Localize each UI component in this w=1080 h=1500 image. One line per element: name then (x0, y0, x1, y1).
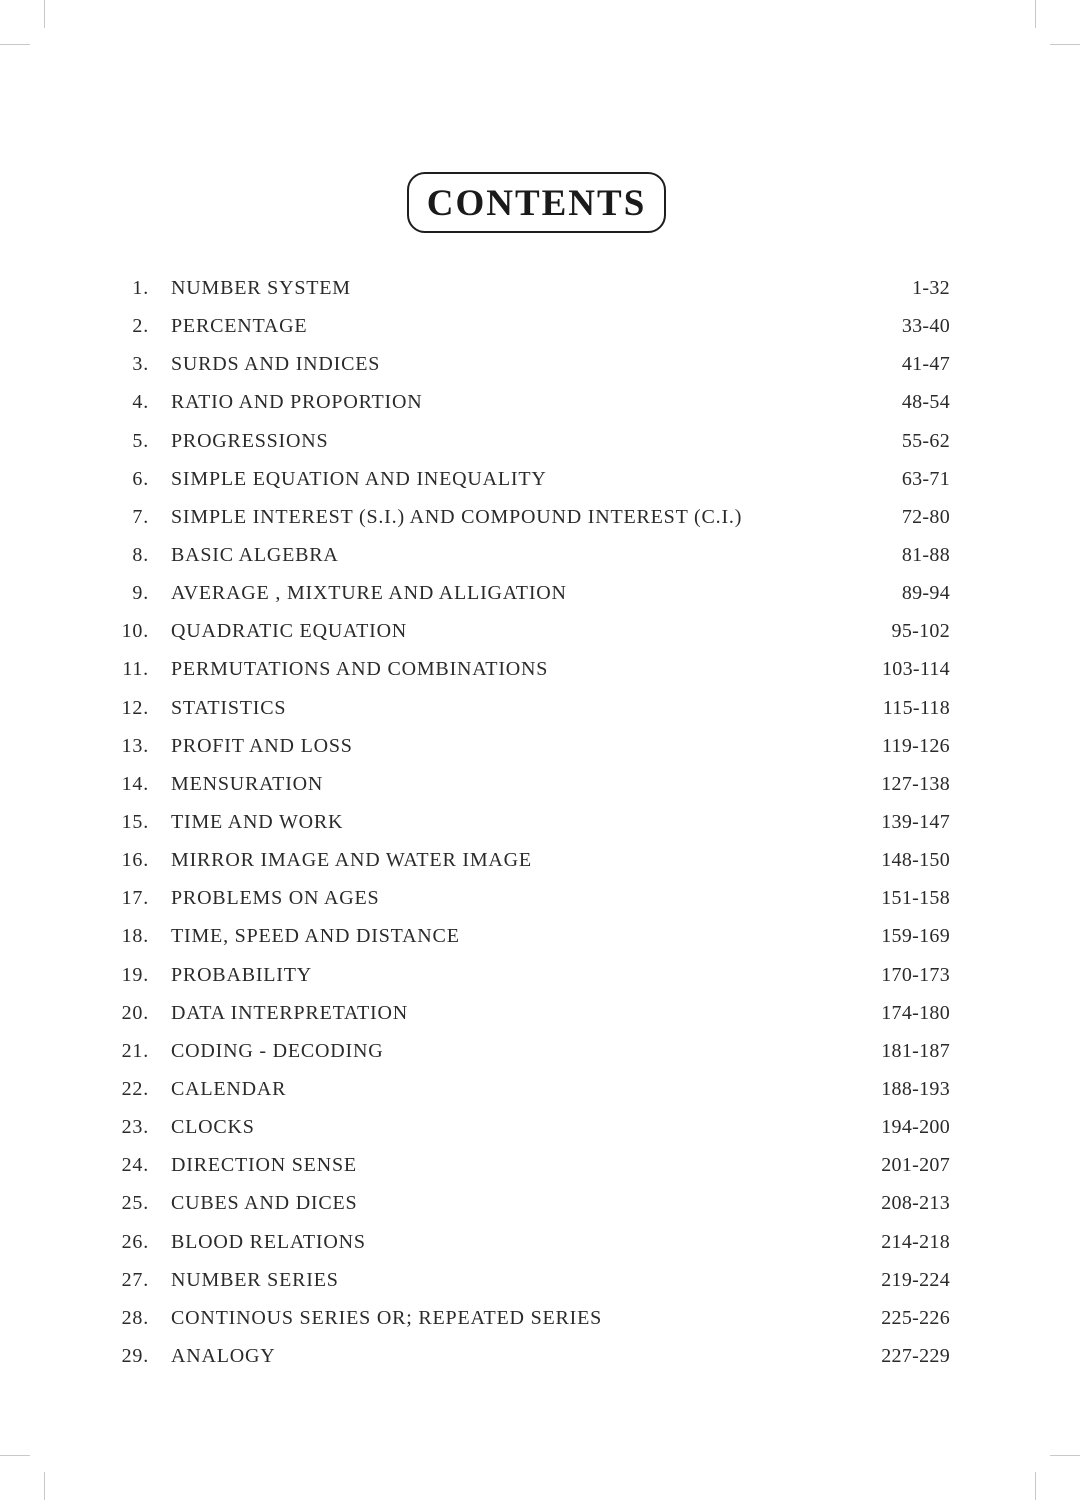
toc-entry-pages: 159-169 (881, 925, 950, 948)
toc-entry-pages: 148-150 (881, 849, 950, 872)
toc-entry-pages: 188-193 (881, 1077, 950, 1100)
toc-entry-title: TIME AND WORK (171, 810, 344, 833)
toc-entry-number: 3. (132, 353, 149, 376)
toc-entry-pages: 103-114 (881, 658, 950, 681)
toc-entry-title: ANALOGY (171, 1344, 276, 1367)
toc-entry-title: MIRROR IMAGE AND WATER IMAGE (171, 849, 532, 872)
crop-mark-top-right-horizontal (1050, 44, 1080, 45)
crop-mark-top-left-horizontal (0, 44, 30, 45)
toc-entry (0, 269, 1080, 307)
toc-entry-title: SIMPLE INTEREST (S.I.) AND COMPOUND INTEREST (C.I.) (171, 505, 743, 528)
toc-entry (0, 498, 1080, 536)
toc-entry-title: NUMBER SYSTEM (171, 277, 351, 299)
toc-entry-title: TIME, SPEED AND DISTANCE (171, 925, 460, 948)
toc-entry-number: 15. (121, 810, 149, 833)
toc-entry-number: 13. (121, 734, 149, 757)
crop-mark-bottom-right-horizontal (1050, 1455, 1080, 1456)
toc-entry-title: SURDS AND INDICES (171, 353, 381, 376)
toc-entry-pages: 225-226 (881, 1306, 950, 1329)
toc-entry-number: 18. (121, 925, 149, 948)
crop-mark-bottom-left-horizontal (0, 1455, 30, 1456)
toc-entry (0, 727, 1080, 765)
toc-entry-number: 26. (121, 1230, 149, 1253)
toc-entry (0, 574, 1080, 612)
contents-heading-box (407, 172, 666, 233)
crop-mark-top-right-vertical (1035, 0, 1036, 28)
toc-entry-number: 16. (121, 849, 149, 872)
toc-entry-number: 20. (121, 1001, 149, 1024)
toc-entry-number: 29. (121, 1344, 149, 1367)
toc-entry-pages: 55-62 (901, 429, 950, 452)
toc-entry-pages: 63-71 (901, 467, 950, 490)
toc-entry-pages: 72-80 (901, 505, 950, 528)
toc-entry-number: 5. (132, 429, 149, 452)
toc-entry (0, 650, 1080, 688)
toc-entry (0, 803, 1080, 841)
toc-entry-title: CUBES AND DICES (171, 1192, 358, 1215)
toc-entry-number: 11. (122, 658, 149, 681)
toc-entry-number: 21. (121, 1039, 149, 1062)
toc-entry (0, 1299, 1080, 1337)
toc-entry-pages: 115-118 (882, 696, 950, 719)
toc-entry-title: STATISTICS (171, 696, 287, 719)
toc-entry-pages: 33-40 (901, 315, 950, 338)
toc-entry-title: DIRECTION SENSE (171, 1154, 357, 1177)
toc-entry-pages: 201-207 (881, 1154, 950, 1177)
toc-entry-pages: 95-102 (891, 620, 950, 643)
toc-entry (0, 1261, 1080, 1299)
toc-entry-title: CONTINOUS SERIES OR; REPEATED SERIES (171, 1306, 603, 1329)
toc-entry-pages: 89-94 (901, 582, 950, 605)
toc-entry-title: PROGRESSIONS (171, 429, 329, 452)
toc-entry-number: 14. (121, 772, 149, 795)
toc-entry-title: DATA INTERPRETATION (171, 1001, 408, 1024)
table-of-contents (0, 269, 1080, 1375)
toc-entry-number: 7. (132, 505, 149, 528)
toc-entry-pages: 174-180 (881, 1001, 950, 1024)
toc-entry-title: AVERAGE , MIXTURE AND ALLIGATION (171, 582, 567, 605)
toc-entry-pages: 139-147 (881, 810, 950, 833)
toc-entry-pages: 194-200 (881, 1116, 950, 1139)
toc-entry-pages: 208-213 (881, 1192, 950, 1215)
toc-entry (0, 1337, 1080, 1375)
crop-mark-bottom-right-vertical (1035, 1472, 1036, 1500)
toc-entry (0, 917, 1080, 955)
toc-entry-number: 23. (121, 1116, 149, 1139)
toc-entry-title: CODING - DECODING (171, 1039, 384, 1062)
toc-entry-number: 6. (132, 467, 149, 490)
toc-entry-number: 24. (121, 1154, 149, 1177)
toc-entry-number: 19. (121, 963, 149, 986)
toc-entry-title: MENSURATION (171, 772, 324, 795)
toc-entry-pages: 119-126 (881, 734, 950, 757)
toc-entry-title: PERMUTATIONS AND COMBINATIONS (171, 658, 549, 681)
toc-entry (0, 1223, 1080, 1261)
toc-entry (0, 536, 1080, 574)
toc-entry-number: 12. (121, 696, 149, 719)
toc-entry-title: NUMBER SERIES (171, 1268, 339, 1291)
toc-entry (0, 1070, 1080, 1108)
toc-entry (0, 689, 1080, 727)
toc-entry (0, 460, 1080, 498)
toc-entry-title: PERCENTAGE (171, 315, 308, 338)
toc-entry (0, 765, 1080, 803)
toc-entry-pages: 227-229 (881, 1344, 950, 1367)
toc-entry (0, 956, 1080, 994)
toc-entry (0, 1146, 1080, 1184)
toc-entry-number: 4. (132, 391, 149, 414)
toc-entry (0, 994, 1080, 1032)
toc-entry (0, 879, 1080, 917)
toc-entry-pages: 1-32 (912, 277, 950, 299)
toc-entry (0, 1184, 1080, 1222)
toc-entry (0, 383, 1080, 421)
toc-entry-pages: 219-224 (881, 1268, 950, 1291)
toc-entry-number: 1. (132, 277, 149, 299)
toc-entry-pages: 170-173 (881, 963, 950, 986)
toc-entry-title: QUADRATIC EQUATION (171, 620, 408, 643)
toc-entry-pages: 127-138 (881, 772, 950, 795)
toc-entry-title: CLOCKS (171, 1116, 255, 1139)
toc-entry (0, 307, 1080, 345)
toc-entry-title: PROBABILITY (171, 963, 313, 986)
toc-entry-pages: 81-88 (901, 543, 950, 566)
toc-entry-pages: 151-158 (881, 887, 950, 910)
toc-entry-number: 9. (132, 582, 149, 605)
toc-entry-title: CALENDAR (171, 1077, 287, 1100)
crop-mark-bottom-left-vertical (44, 1472, 45, 1500)
toc-entry-number: 28. (121, 1306, 149, 1329)
crop-mark-top-left-vertical (44, 0, 45, 28)
toc-entry-title: RATIO AND PROPORTION (171, 391, 423, 414)
toc-entry-pages: 41-47 (901, 353, 950, 376)
toc-entry (0, 841, 1080, 879)
toc-entry (0, 422, 1080, 460)
toc-entry-pages: 48-54 (901, 391, 950, 414)
toc-entry (0, 1032, 1080, 1070)
toc-entry-title: BLOOD RELATIONS (171, 1230, 366, 1253)
toc-entry-title: BASIC ALGEBRA (171, 543, 339, 566)
toc-entry-number: 27. (121, 1268, 149, 1291)
toc-entry (0, 612, 1080, 650)
toc-entry-title: PROFIT AND LOSS (171, 734, 353, 757)
toc-entry-pages: 181-187 (881, 1039, 950, 1062)
page-title: CONTENTS (426, 183, 647, 224)
toc-entry-number: 17. (121, 887, 149, 910)
toc-entry-number: 22. (121, 1077, 149, 1100)
toc-entry-number: 2. (132, 315, 149, 338)
toc-entry-title: PROBLEMS ON AGES (171, 887, 380, 910)
toc-entry-number: 25. (121, 1192, 149, 1215)
toc-entry-pages: 214-218 (881, 1230, 950, 1253)
toc-entry (0, 345, 1080, 383)
toc-entry-number: 8. (132, 543, 149, 566)
toc-entry-number: 10. (121, 620, 149, 643)
toc-entry (0, 1108, 1080, 1146)
toc-entry-title: SIMPLE EQUATION AND INEQUALITY (171, 467, 547, 490)
